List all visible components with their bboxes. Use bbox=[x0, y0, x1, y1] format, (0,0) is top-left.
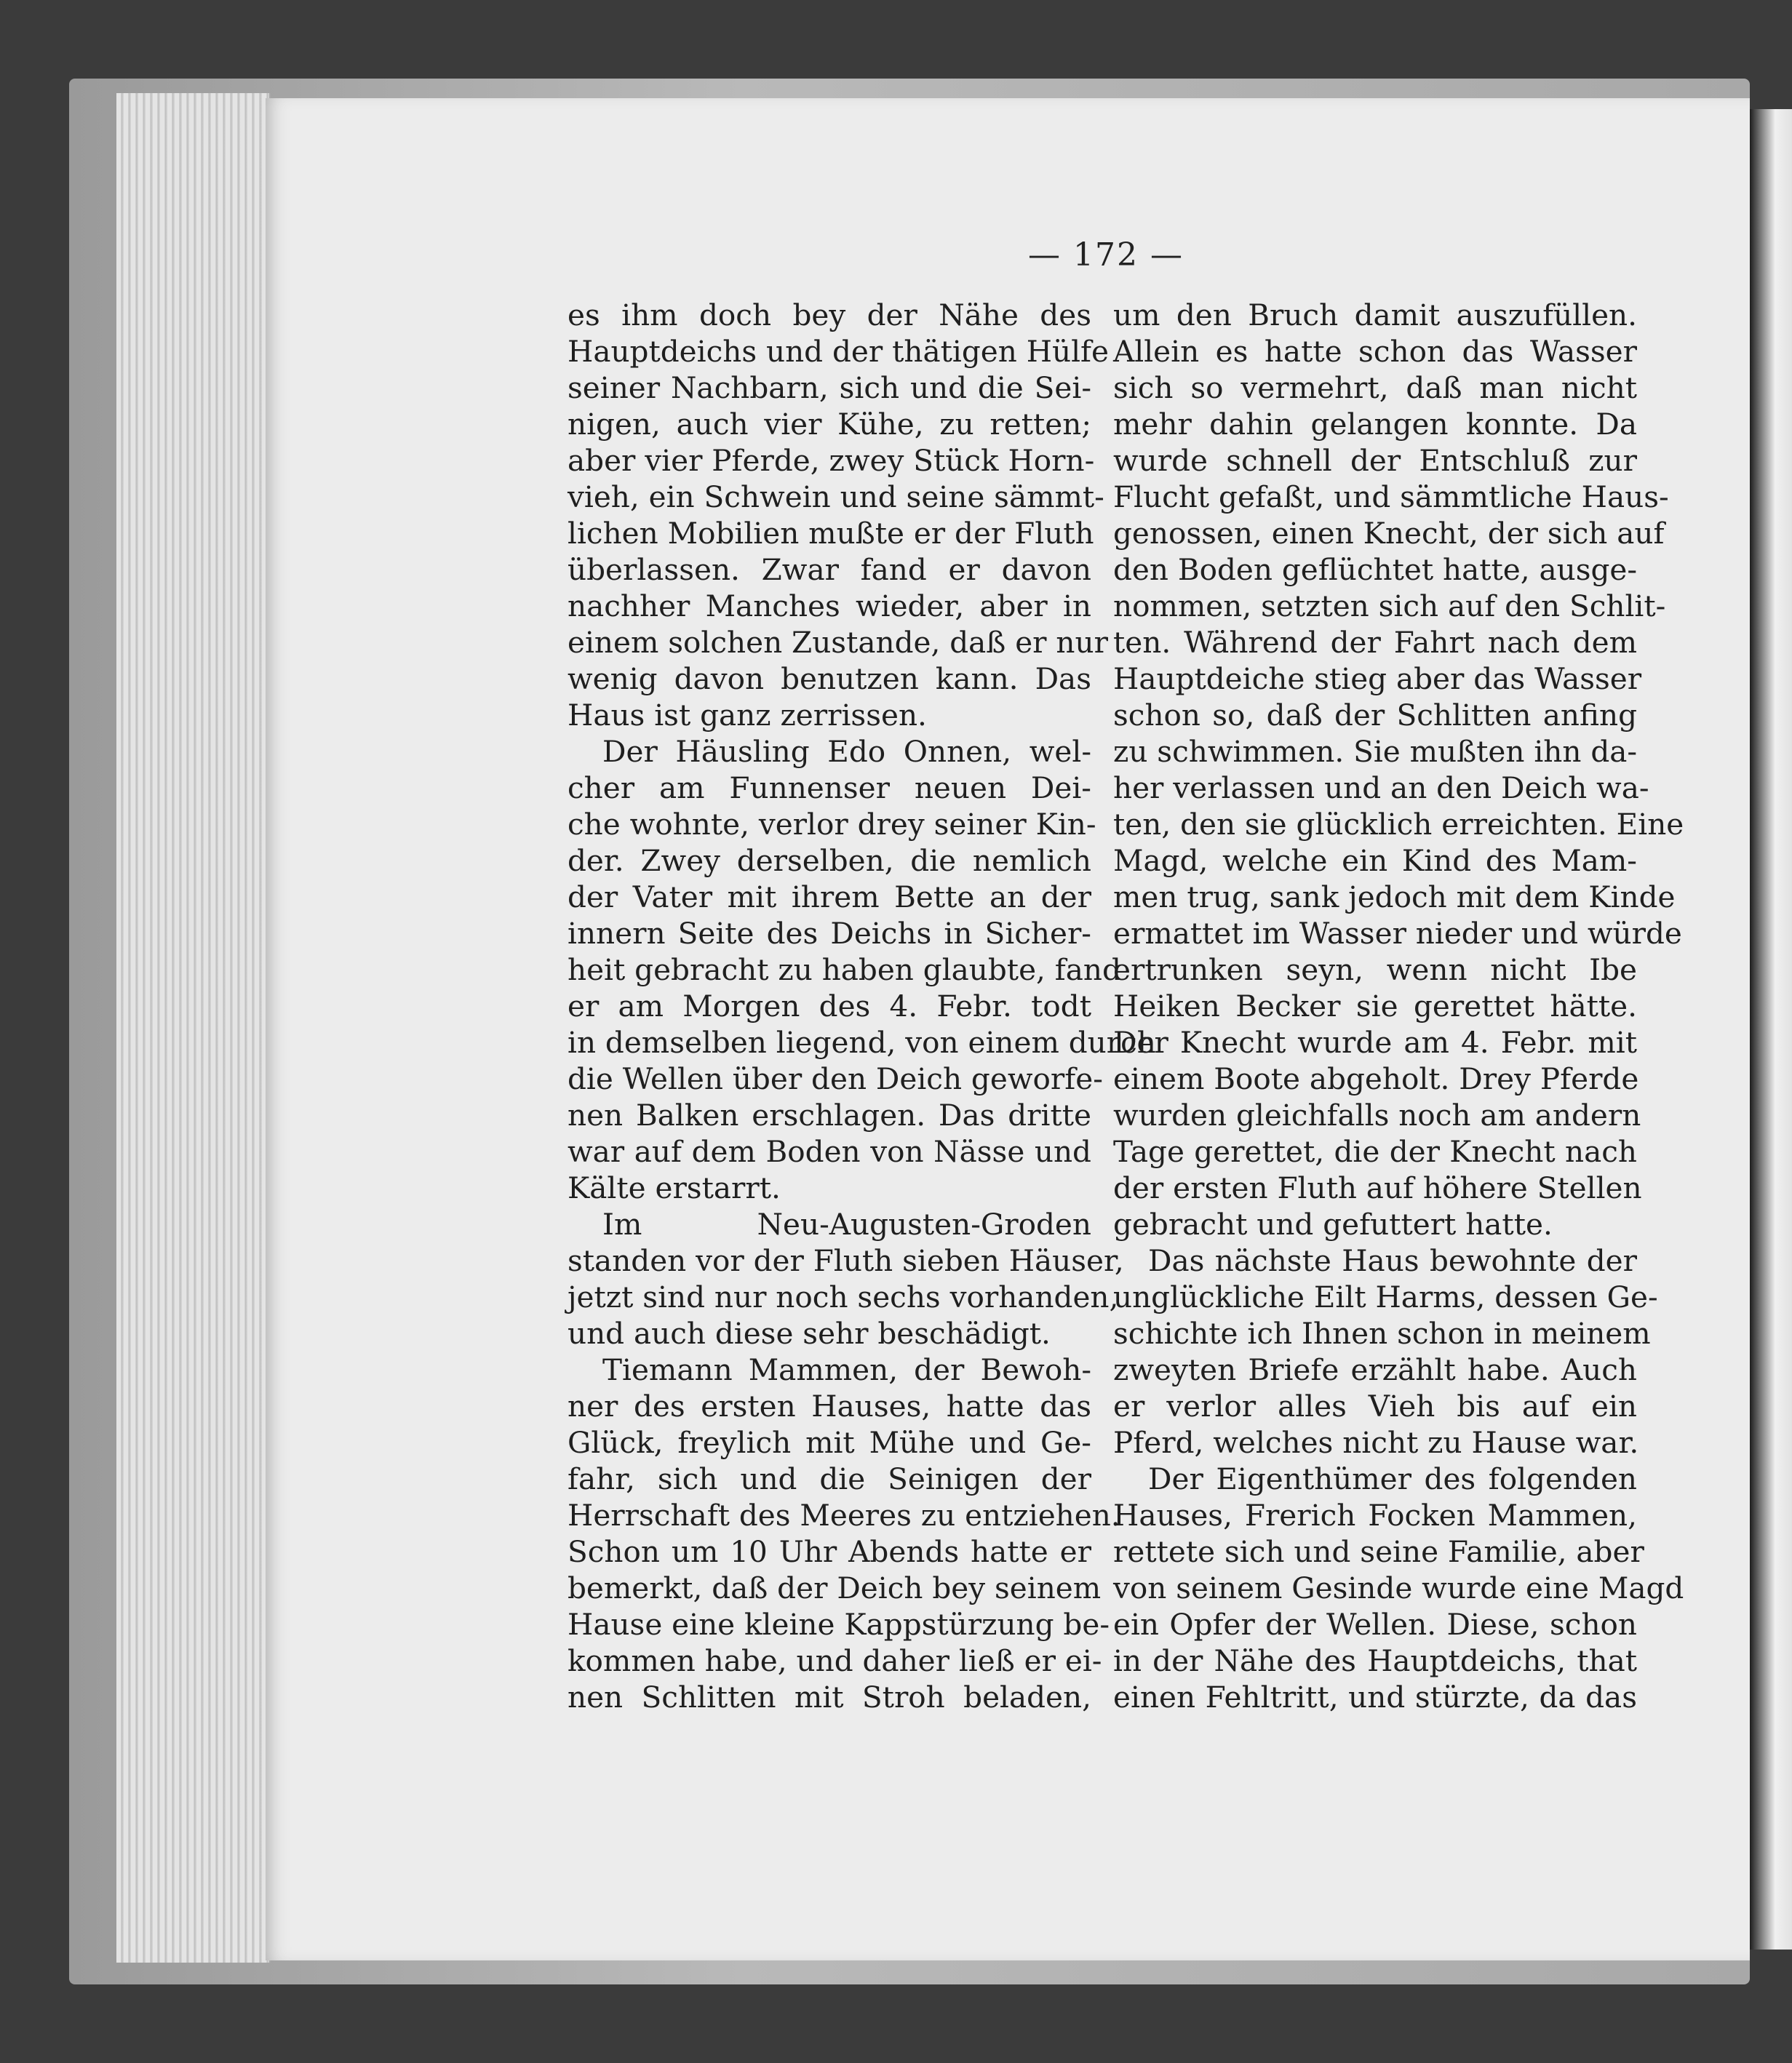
text-line: men trug, sank jedoch mit dem Kinde bbox=[1113, 879, 1676, 914]
text-line: nommen, setzten sich auf den Schlit- bbox=[1113, 588, 1666, 623]
text-line: einem solchen Zustande, daß er nur bbox=[568, 625, 1108, 660]
text-line: überlassen. Zwar fand er davon bbox=[568, 552, 1091, 587]
text-line: ein Opfer der Wellen. Diese, schon bbox=[1113, 1607, 1637, 1642]
text-line: zu schwimmen. Sie mußten ihn da- bbox=[1113, 734, 1638, 769]
text-line: lichen Mobilien mußte er der Fluth bbox=[568, 516, 1094, 551]
text-line: gebracht und gefuttert hatte. bbox=[1113, 1207, 1553, 1242]
text-line: Das nächste Haus bewohnte der bbox=[1148, 1243, 1637, 1278]
text-line: heit gebracht zu haben glaubte, fand bbox=[568, 952, 1121, 987]
text-line: nachher Manches wieder, aber in bbox=[568, 588, 1091, 623]
text-line: standen vor der Fluth sieben Häuser, bbox=[568, 1243, 1124, 1278]
text-line: aber vier Pferde, zwey Stück Horn- bbox=[568, 443, 1095, 478]
text-line: Kälte erstarrt. bbox=[568, 1170, 781, 1205]
text-line: Der Häusling Edo Onnen, wel- bbox=[602, 734, 1091, 769]
text-line: ermattet im Wasser nieder und würde bbox=[1113, 916, 1682, 951]
text-line: Magd, welche ein Kind des Mam- bbox=[1113, 843, 1637, 878]
text-line: den Boden geflüchtet hatte, ausge- bbox=[1113, 552, 1638, 587]
gutter-shadow bbox=[1750, 109, 1792, 1950]
right-text-column bbox=[1113, 297, 1684, 1715]
text-line: Pferd, welches nicht zu Hause war. bbox=[1113, 1425, 1639, 1460]
text-line: wurde schnell der Entschluß zur bbox=[1113, 443, 1637, 478]
text-line: war auf dem Boden von Nässe und bbox=[568, 1134, 1091, 1169]
text-line: sich so vermehrt, daß man nicht bbox=[1113, 370, 1637, 405]
text-line: Allein es hatte schon das Wasser bbox=[1113, 334, 1637, 369]
text-line: um den Bruch damit auszufüllen. bbox=[1113, 298, 1637, 332]
text-line: einen Fehltritt, und stürzte, da das bbox=[1113, 1680, 1637, 1715]
text-line: nen Balken erschlagen. Das dritte bbox=[568, 1098, 1091, 1133]
text-line: der Vater mit ihrem Bette an der bbox=[568, 879, 1091, 914]
text-line: Hauptdeiche stieg aber das Wasser bbox=[1113, 661, 1642, 696]
text-line: unglückliche Eilt Harms, dessen Ge- bbox=[1113, 1280, 1658, 1314]
text-line: schon so, daß der Schlitten anfing bbox=[1113, 698, 1637, 733]
text-line: her verlassen und an den Deich wa- bbox=[1113, 770, 1649, 805]
text-line: Der Eigenthümer des folgenden bbox=[1148, 1461, 1637, 1496]
text-line: er am Morgen des 4. Febr. todt bbox=[568, 989, 1091, 1023]
text-line: Herrschaft des Meeres zu entziehen. bbox=[568, 1498, 1120, 1533]
text-line: genossen, einen Knecht, der sich auf bbox=[1113, 516, 1665, 551]
text-line: seiner Nachbarn, sich und die Sei- bbox=[568, 370, 1091, 405]
text-line: Schon um 10 Uhr Abends hatte er bbox=[568, 1534, 1091, 1569]
text-line: fahr, sich und die Seinigen der bbox=[568, 1461, 1091, 1496]
text-line: Tage gerettet, die der Knecht nach bbox=[1113, 1134, 1637, 1169]
text-line: ten, den sie glücklich erreichten. Eine bbox=[1113, 807, 1684, 842]
text-line: nigen, auch vier Kühe, zu retten; bbox=[568, 407, 1091, 442]
text-line: bemerkt, daß der Deich bey seinem bbox=[568, 1571, 1102, 1605]
text-line: einem Boote abgeholt. Drey Pferde bbox=[1113, 1061, 1639, 1096]
text-line: Flucht gefaßt, und sämmtliche Haus- bbox=[1113, 479, 1669, 514]
text-line: che wohnte, verlor drey seiner Kin- bbox=[568, 807, 1096, 842]
text-line: ertrunken seyn, wenn nicht Ibe bbox=[1113, 952, 1637, 987]
text-line: Hauses, Frerich Focken Mammen, bbox=[1113, 1498, 1637, 1533]
text-line: schichte ich Ihnen schon in meinem bbox=[1113, 1316, 1651, 1351]
text-line: zweyten Briefe erzählt habe. Auch bbox=[1113, 1352, 1637, 1387]
text-line: innern Seite des Deichs in Sicher- bbox=[568, 916, 1091, 951]
text-line: von seinem Gesinde wurde eine Magd bbox=[1113, 1571, 1684, 1605]
page-edges bbox=[116, 93, 271, 1963]
text-line: Heiken Becker sie gerettet hätte. bbox=[1113, 989, 1637, 1023]
text-line: Haus ist ganz zerrissen. bbox=[568, 698, 927, 733]
text-line: Hause eine kleine Kappstürzung be- bbox=[568, 1607, 1110, 1642]
text-line: er verlor alles Vieh bis auf ein bbox=[1113, 1389, 1637, 1424]
text-line: kommen habe, und daher ließ er ei- bbox=[568, 1643, 1102, 1678]
text-line: jetzt sind nur noch sechs vorhanden, bbox=[568, 1280, 1119, 1314]
text-line: Hauptdeichs und der thätigen Hülfe bbox=[568, 334, 1110, 369]
text-line: Tiemann Mammen, der Bewoh- bbox=[602, 1352, 1091, 1387]
text-line: die Wellen über den Deich geworfe- bbox=[568, 1061, 1103, 1096]
text-line: ten. Während der Fahrt nach dem bbox=[1113, 625, 1637, 660]
text-line: der. Zwey derselben, die nemlich bbox=[568, 843, 1091, 878]
left-text-column bbox=[568, 297, 1156, 1715]
text-line: es ihm doch bey der Nähe des bbox=[568, 298, 1091, 332]
text-line: rettete sich und seine Familie, aber bbox=[1113, 1534, 1644, 1569]
text-line: wurden gleichfalls noch am andern bbox=[1113, 1098, 1641, 1133]
text-line: ner des ersten Hauses, hatte das bbox=[568, 1389, 1091, 1424]
text-line: Im Neu-Augusten-Groden bbox=[602, 1207, 1091, 1242]
text-line: Glück, freylich mit Mühe und Ge- bbox=[568, 1425, 1091, 1460]
text-line: cher am Funnenser neuen Dei- bbox=[568, 770, 1091, 805]
text-line: und auch diese sehr beschädigt. bbox=[568, 1316, 1051, 1351]
text-line: nen Schlitten mit Stroh beladen, bbox=[568, 1680, 1091, 1715]
text-line: in der Nähe des Hauptdeichs, that bbox=[1113, 1643, 1637, 1678]
text-line: mehr dahin gelangen konnte. Da bbox=[1113, 407, 1637, 442]
text-line: in demselben liegend, von einem durch bbox=[568, 1025, 1156, 1060]
text-line: wenig davon benutzen kann. Das bbox=[568, 661, 1091, 696]
page-number: — 172 — bbox=[1028, 236, 1184, 274]
text-line: der ersten Fluth auf höhere Stellen bbox=[1113, 1170, 1642, 1205]
text-line: Der Knecht wurde am 4. Febr. mit bbox=[1113, 1025, 1637, 1060]
text-line: vieh, ein Schwein und seine sämmt- bbox=[568, 479, 1104, 514]
